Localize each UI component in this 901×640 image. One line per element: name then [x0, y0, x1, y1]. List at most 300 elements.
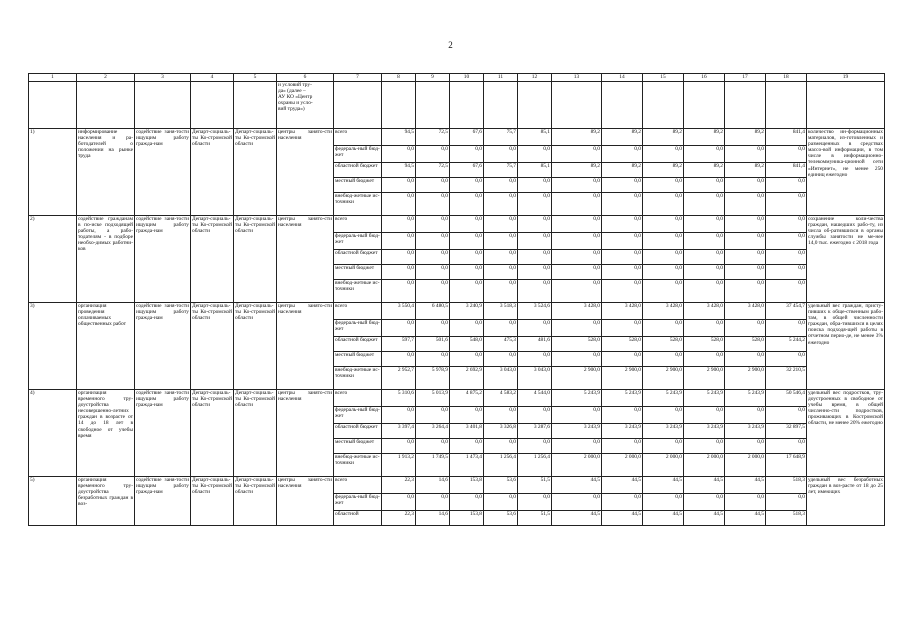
carry-cell: [643, 82, 684, 129]
funding-value: 44,5: [552, 511, 602, 526]
funding-value: 3 428,0: [725, 303, 766, 320]
funding-value: 0,0: [684, 352, 725, 367]
funding-value: 0,0: [416, 216, 450, 233]
funding-value: 0,0: [518, 193, 552, 216]
funding-value: 0,0: [382, 407, 416, 424]
funding-source: местный бюджет: [334, 265, 382, 280]
funding-value: 0,0: [552, 280, 602, 303]
funding-value: 0,0: [552, 439, 602, 454]
funding-value: 5 243,9: [552, 390, 602, 407]
column-number: 18: [766, 74, 807, 82]
funding-value: 3 243,9: [552, 424, 602, 439]
table-row: [29, 303, 885, 320]
funding-value: 153,8: [450, 511, 484, 526]
funding-value: 0,0: [552, 193, 602, 216]
column-number: 9: [416, 74, 450, 82]
funding-source: областной бюджет: [334, 250, 382, 265]
funding-value: 89,2: [552, 129, 602, 146]
funding-value: 0,0: [766, 320, 807, 337]
funding-value: 0,0: [766, 439, 807, 454]
carry-cell: [766, 82, 807, 129]
row-number: 2): [29, 216, 77, 303]
funding-value: 0,0: [766, 216, 807, 233]
funding-value: 2 000,0: [725, 454, 766, 477]
carry-cell: [382, 82, 416, 129]
funding-value: 0,0: [382, 146, 416, 163]
column-number: 17: [725, 74, 766, 82]
funding-value: 2 000,0: [552, 454, 602, 477]
funding-value: 67,6: [450, 129, 484, 146]
funding-value: 0,0: [684, 193, 725, 216]
funding-value: 3 397,4: [382, 424, 416, 439]
funding-value: 0,0: [518, 265, 552, 280]
funding-value: 89,2: [643, 129, 684, 146]
column-number: 12: [518, 74, 552, 82]
funding-value: 0,0: [684, 280, 725, 303]
funding-value: 0,0: [725, 265, 766, 280]
funding-value: 0,0: [684, 250, 725, 265]
funding-value: 0,0: [450, 146, 484, 163]
funding-value: 0,0: [484, 439, 518, 454]
funding-value: 0,0: [450, 494, 484, 511]
funding-value: 3 524,6: [518, 303, 552, 320]
activity-name: организация временного тру-доустройства безработных граждан в воз-: [77, 477, 135, 526]
funding-value: 3 243,9: [725, 424, 766, 439]
activity-name: содействие гражданам в по-иске подходящей работы, а рабо-тодателям - в подборе необхо-димых работни-ков: [77, 216, 135, 303]
funding-value: 0,0: [518, 320, 552, 337]
funding-source: всего: [334, 390, 382, 407]
funding-value: 0,0: [450, 233, 484, 250]
funding-value: 0,0: [382, 352, 416, 367]
funding-value: 0,0: [382, 193, 416, 216]
funding-value: 0,0: [518, 233, 552, 250]
funding-value: 44,5: [552, 477, 602, 494]
carry-cell: [29, 82, 77, 129]
funding-value: 0,0: [484, 320, 518, 337]
funding-value: 0,0: [552, 250, 602, 265]
funding-value: 0,0: [602, 494, 643, 511]
funding-value: 94,5: [382, 129, 416, 146]
column-number: 5: [234, 74, 277, 82]
funding-value: 0,0: [643, 439, 684, 454]
column-number: 13: [552, 74, 602, 82]
funding-value: 0,0: [766, 193, 807, 216]
funding-value: 0,0: [643, 216, 684, 233]
activity-purpose: содействие заня-тости ищущим работу гражда-нам: [135, 303, 191, 390]
funding-value: 0,0: [766, 280, 807, 303]
funding-value: 0,0: [450, 407, 484, 424]
funding-value: 3 243,9: [643, 424, 684, 439]
funding-source: федераль-ный бюд-жет: [334, 320, 382, 337]
activity-purpose: содействие заня-тости ищущим работу гражда-нам: [135, 129, 191, 216]
activity-name: организация проведения оплачиваемых общественных работ: [77, 303, 135, 390]
funding-value: 0,0: [725, 352, 766, 367]
funding-value: 53,6: [484, 477, 518, 494]
funding-value: 32 897,5: [766, 424, 807, 439]
funding-value: 0,0: [518, 280, 552, 303]
funding-value: 528,0: [552, 337, 602, 352]
funding-value: 0,0: [484, 250, 518, 265]
funding-value: 0,0: [766, 407, 807, 424]
funding-value: 3 428,0: [552, 303, 602, 320]
expected-result: удельный вес безработных граждан в воз-расте от 18 до 25 лет, имеющих: [807, 477, 885, 526]
executor: центры занято-сти населения: [277, 477, 334, 526]
carry-cell: [725, 82, 766, 129]
co-executor-department: Департ-социаль-ты Ко-стромской области: [234, 303, 277, 390]
executor: центры занято-сти населения: [277, 303, 334, 390]
carry-cell: [602, 82, 643, 129]
carry-cell: [334, 82, 382, 129]
funding-value: 0,0: [416, 265, 450, 280]
page-number: 2: [448, 40, 453, 50]
funding-value: 501,6: [416, 337, 450, 352]
funding-value: 2 900,0: [602, 367, 643, 390]
funding-value: 2 000,0: [684, 454, 725, 477]
column-number: 1: [29, 74, 77, 82]
funding-value: 75,7: [484, 163, 518, 178]
funding-value: 0,0: [382, 178, 416, 193]
funding-value: 67,6: [450, 163, 484, 178]
funding-source: областной: [334, 511, 382, 526]
column-number: 6: [277, 74, 334, 82]
column-number: 10: [450, 74, 484, 82]
funding-value: 3 043,0: [518, 367, 552, 390]
funding-value: 85,1: [518, 163, 552, 178]
expected-result: количество ин-формационных материалов, из-готовленных и размещенных в средствах массо-вой информации, в том числе в информационно-телекоммуника-ционной сети «Интернет», не менее 250 единиц ежегодно: [807, 129, 885, 216]
funding-value: 0,0: [552, 407, 602, 424]
funding-value: 3 326,8: [484, 424, 518, 439]
funding-value: 44,5: [602, 511, 643, 526]
funding-value: 0,0: [725, 280, 766, 303]
row-number: 1): [29, 129, 77, 216]
funding-value: 0,0: [684, 146, 725, 163]
expected-result: удельный вес граждан, присту-пивших к обще-ственным рабо-там, в общей численности граждан, обра-тившихся в целях поиска подходя-щей работы в отчетном перио-де, не менее 3% ежегодно: [807, 303, 885, 390]
funding-value: 44,5: [725, 477, 766, 494]
funding-value: 0,0: [416, 146, 450, 163]
funding-value: 528,0: [602, 337, 643, 352]
funding-value: 14,6: [416, 511, 450, 526]
funding-value: 0,0: [484, 233, 518, 250]
funding-value: 0,0: [382, 280, 416, 303]
funding-value: 5 013,9: [416, 390, 450, 407]
funding-value: 44,5: [643, 511, 684, 526]
row-number: 3): [29, 303, 77, 390]
funding-value: 0,0: [684, 265, 725, 280]
funding-value: 0,0: [602, 265, 643, 280]
funding-value: 3 518,3: [484, 303, 518, 320]
funding-source: местный бюджет: [334, 178, 382, 193]
funding-value: 44,5: [602, 477, 643, 494]
funding-value: 0,0: [484, 193, 518, 216]
funding-value: 89,2: [643, 163, 684, 178]
funding-value: 5 244,2: [766, 337, 807, 352]
funding-value: 44,5: [684, 477, 725, 494]
funding-value: 72,5: [416, 129, 450, 146]
funding-value: 75,7: [484, 129, 518, 146]
funding-value: 0,0: [416, 439, 450, 454]
funding-value: 6 480,5: [416, 303, 450, 320]
co-executor-department: Департ-социаль-ты Ко-стромской области: [234, 216, 277, 303]
funding-value: 89,2: [725, 163, 766, 178]
funding-value: 518,3: [766, 511, 807, 526]
funding-value: 0,0: [416, 193, 450, 216]
funding-source: внебюд-жетные ис-точники: [334, 367, 382, 390]
funding-value: 0,0: [602, 193, 643, 216]
carry-over-row: [29, 82, 885, 129]
funding-value: 518,3: [766, 477, 807, 494]
table-row: [29, 129, 885, 146]
funding-value: 0,0: [602, 216, 643, 233]
funding-value: 0,0: [450, 193, 484, 216]
funding-value: 0,0: [602, 280, 643, 303]
funding-value: 0,0: [725, 250, 766, 265]
funding-value: 5 243,9: [684, 390, 725, 407]
funding-value: 0,0: [552, 352, 602, 367]
funding-value: 0,0: [766, 494, 807, 511]
funding-value: 3 243,9: [684, 424, 725, 439]
funding-value: 0,0: [725, 407, 766, 424]
executor: центры занято-сти населения: [277, 129, 334, 216]
funding-value: 528,0: [684, 337, 725, 352]
funding-value: 0,0: [484, 146, 518, 163]
funding-value: 3 240,9: [450, 303, 484, 320]
funding-source: всего: [334, 303, 382, 320]
funding-value: 0,0: [766, 178, 807, 193]
funding-value: 0,0: [484, 407, 518, 424]
funding-value: 0,0: [725, 193, 766, 216]
funding-value: 0,0: [643, 250, 684, 265]
activity-purpose: содействие заня-тости ищущим работу гражда-нам: [135, 216, 191, 303]
funding-value: 44,5: [684, 511, 725, 526]
funding-value: 3 243,9: [602, 424, 643, 439]
funding-value: 0,0: [684, 439, 725, 454]
carry-cell: [450, 82, 484, 129]
carry-cell: [552, 82, 602, 129]
funding-value: 85,1: [518, 129, 552, 146]
funding-value: 0,0: [416, 407, 450, 424]
funding-value: 3 264,4: [416, 424, 450, 439]
funding-value: 5 310,6: [382, 390, 416, 407]
funding-value: 0,0: [382, 233, 416, 250]
funding-value: 22,3: [382, 477, 416, 494]
funding-value: 22,3: [382, 511, 416, 526]
funding-value: 3 043,0: [484, 367, 518, 390]
carry-cell: [416, 82, 450, 129]
funding-value: 0,0: [552, 265, 602, 280]
funding-value: 0,0: [518, 250, 552, 265]
funding-value: 0,0: [766, 352, 807, 367]
funding-value: 0,0: [643, 407, 684, 424]
funding-value: 0,0: [766, 265, 807, 280]
funding-value: 0,0: [450, 178, 484, 193]
funding-value: 3 428,0: [602, 303, 643, 320]
executor: центры занято-сти населения: [277, 390, 334, 477]
funding-value: 51,5: [518, 477, 552, 494]
funding-value: 4 544,0: [518, 390, 552, 407]
funding-value: 0,0: [643, 494, 684, 511]
funding-value: 0,0: [382, 265, 416, 280]
funding-value: 0,0: [552, 216, 602, 233]
funding-value: 0,0: [643, 280, 684, 303]
column-number: 11: [484, 74, 518, 82]
funding-value: 17 648,9: [766, 454, 807, 477]
funding-value: 0,0: [416, 494, 450, 511]
co-executor-department: Департ-социаль-ты Ко-стромской области: [234, 477, 277, 526]
funding-value: 0,0: [552, 233, 602, 250]
funding-value: 2 692,9: [450, 367, 484, 390]
funding-value: 0,0: [416, 320, 450, 337]
funding-value: 0,0: [602, 178, 643, 193]
funding-value: 5 978,9: [416, 367, 450, 390]
funding-value: 528,0: [643, 337, 684, 352]
co-executor-department: Департ-социаль-ты Ко-стромской области: [234, 129, 277, 216]
funding-value: 3 550,4: [382, 303, 416, 320]
funding-value: 0,0: [518, 439, 552, 454]
funding-value: 89,2: [684, 163, 725, 178]
funding-source: внебюд-жетные ис-точники: [334, 280, 382, 303]
co-executor-department: Департ-социаль-ты Ко-стромской области: [234, 390, 277, 477]
funding-value: 0,0: [518, 178, 552, 193]
funding-value: 841,4: [766, 129, 807, 146]
funding-value: 0,0: [484, 265, 518, 280]
funding-value: 841,4: [766, 163, 807, 178]
funding-value: 0,0: [725, 146, 766, 163]
funding-value: 0,0: [484, 178, 518, 193]
funding-value: 0,0: [643, 320, 684, 337]
funding-value: 32 210,5: [766, 367, 807, 390]
activity-purpose: содействие заня-тости ищущим работу гражда-нам: [135, 477, 191, 526]
funding-value: 0,0: [382, 250, 416, 265]
funding-value: 0,0: [552, 146, 602, 163]
funding-source: федераль-ный бюд-жет: [334, 146, 382, 163]
funding-value: 0,0: [643, 265, 684, 280]
carry-executor-cell: и условий тру- да» (далее – АУ КО «Центр охраны и усло- вий труда»): [277, 82, 334, 129]
funding-value: 1 256,4: [484, 454, 518, 477]
funding-value: 548,0: [450, 337, 484, 352]
funding-value: 0,0: [684, 320, 725, 337]
funding-value: 0,0: [518, 216, 552, 233]
funding-value: 0,0: [684, 494, 725, 511]
activity-name: организация временного тру-доустройства несовершенно-летних граждан в возрасте от 14 до 18 лет в свободное от учебы время: [77, 390, 135, 477]
funding-value: 37 454,7: [766, 303, 807, 320]
funding-value: 0,0: [684, 233, 725, 250]
carry-cell: [135, 82, 191, 129]
funding-value: 0,0: [602, 320, 643, 337]
funding-value: 0,0: [416, 352, 450, 367]
funding-value: 0,0: [416, 250, 450, 265]
funding-value: 0,0: [484, 280, 518, 303]
header-row: [29, 74, 885, 82]
funding-value: 89,2: [602, 129, 643, 146]
funding-value: 0,0: [602, 250, 643, 265]
funding-value: 0,0: [602, 439, 643, 454]
funding-value: 4 583,2: [484, 390, 518, 407]
funding-value: 72,5: [416, 163, 450, 178]
responsible-department: Департ-социаль-ты Ко-стромской области: [191, 129, 234, 216]
funding-value: 5 243,9: [643, 390, 684, 407]
funding-value: 0,0: [552, 320, 602, 337]
activity-name: информирование населения и ра-ботодателей о положении на рынке труда: [77, 129, 135, 216]
funding-value: 89,2: [602, 163, 643, 178]
funding-value: 2 900,0: [725, 367, 766, 390]
funding-value: 0,0: [382, 216, 416, 233]
funding-value: 0,0: [684, 178, 725, 193]
column-number: 16: [684, 74, 725, 82]
funding-source: местный бюджет: [334, 352, 382, 367]
funding-source: всего: [334, 216, 382, 233]
column-number: 4: [191, 74, 234, 82]
column-number: 7: [334, 74, 382, 82]
carry-cell: [234, 82, 277, 129]
funding-value: 0,0: [725, 494, 766, 511]
funding-value: 1 749,5: [416, 454, 450, 477]
funding-value: 0,0: [725, 178, 766, 193]
funding-source: областной бюджет: [334, 424, 382, 439]
funding-value: 0,0: [484, 216, 518, 233]
carry-cell: [191, 82, 234, 129]
funding-source: областной бюджет: [334, 163, 382, 178]
funding-source: федераль-ный бюд-жет: [334, 407, 382, 424]
row-number: 5): [29, 477, 77, 526]
table-row: [29, 390, 885, 407]
funding-value: 0,0: [552, 178, 602, 193]
funding-value: 0,0: [766, 233, 807, 250]
funding-value: 0,0: [643, 146, 684, 163]
funding-value: 0,0: [450, 265, 484, 280]
funding-value: 44,5: [643, 477, 684, 494]
column-number: 19: [807, 74, 885, 82]
funding-source: местный бюджет: [334, 439, 382, 454]
funding-value: 0,0: [416, 178, 450, 193]
funding-value: 0,0: [602, 407, 643, 424]
funding-source: областной бюджет: [334, 337, 382, 352]
funding-value: 2 000,0: [602, 454, 643, 477]
funding-value: 1 473,4: [450, 454, 484, 477]
program-activities-table: [28, 73, 885, 526]
funding-value: 2 952,7: [382, 367, 416, 390]
funding-value: 3 287,6: [518, 424, 552, 439]
funding-value: 0,0: [518, 352, 552, 367]
funding-value: 0,0: [450, 250, 484, 265]
funding-value: 0,0: [450, 320, 484, 337]
funding-value: 2 900,0: [684, 367, 725, 390]
table-row: [29, 216, 885, 233]
funding-value: 0,0: [725, 439, 766, 454]
funding-value: 2 900,0: [643, 367, 684, 390]
carry-cell: [518, 82, 552, 129]
funding-value: 0,0: [518, 407, 552, 424]
funding-value: 0,0: [416, 280, 450, 303]
funding-value: 475,3: [484, 337, 518, 352]
funding-value: 0,0: [602, 146, 643, 163]
funding-source: внебюд-жетные ис-точники: [334, 193, 382, 216]
responsible-department: Департ-социаль-ты Ко-стромской области: [191, 477, 234, 526]
funding-value: 0,0: [725, 216, 766, 233]
column-number: 3: [135, 74, 191, 82]
funding-value: 0,0: [382, 320, 416, 337]
carry-cell: [484, 82, 518, 129]
funding-source: всего: [334, 477, 382, 494]
funding-value: 3 428,0: [643, 303, 684, 320]
funding-value: 0,0: [518, 146, 552, 163]
funding-value: 5 243,9: [725, 390, 766, 407]
funding-value: 0,0: [643, 233, 684, 250]
funding-value: 0,0: [725, 233, 766, 250]
expected-result: сохранение коли-чества граждан, нашедших рабо-ту, из числа об-ратившихся в органы службы занятости не ме-нее 14,0 тыс. ежегодно с 2018 года: [807, 216, 885, 303]
funding-value: 3 401,8: [450, 424, 484, 439]
funding-value: 597,7: [382, 337, 416, 352]
funding-value: 0,0: [450, 216, 484, 233]
